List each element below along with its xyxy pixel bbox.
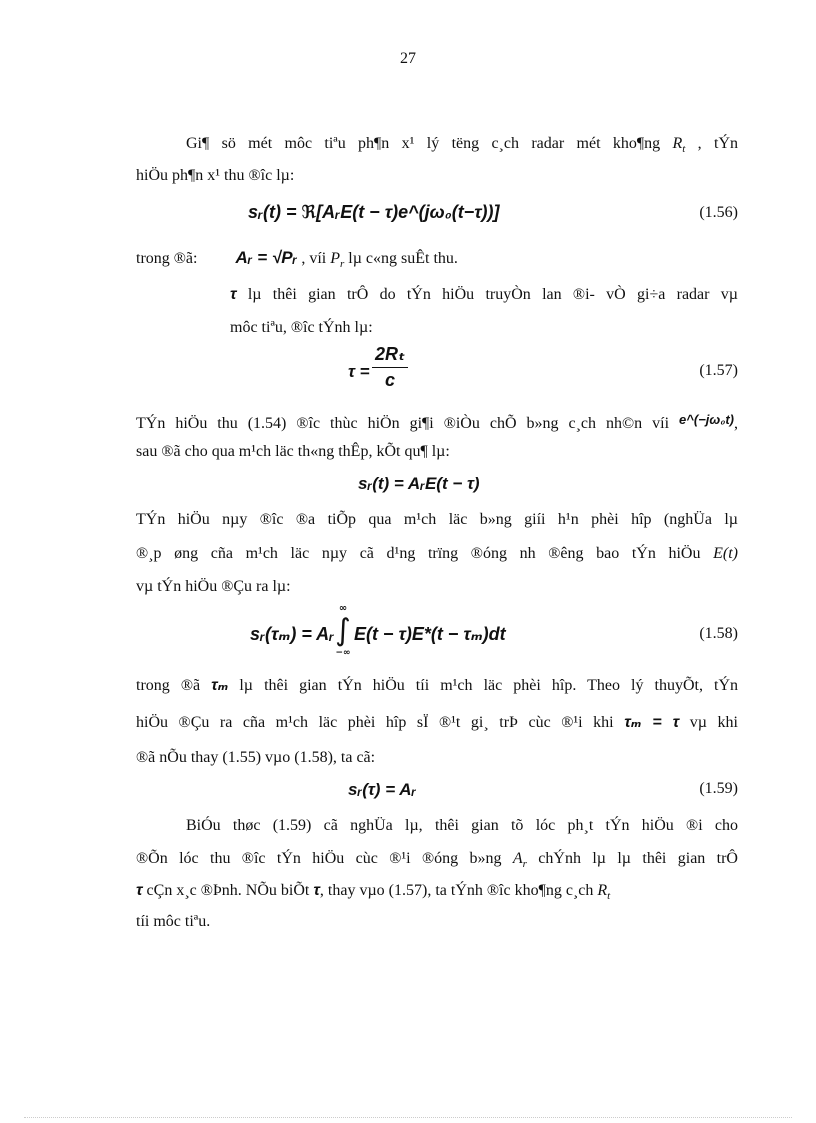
eq-1-59-number: (1.59): [699, 780, 738, 797]
para2-exponential: e^(−jω₀t): [679, 412, 734, 427]
equation-demod: [136, 470, 738, 500]
para5-var-A: A: [512, 850, 523, 867]
eq-1-57-lhs: τ =: [348, 362, 370, 381]
para5-text-b: chÝnh lµ lµ thêi gian trÔ: [526, 850, 738, 867]
para5-line1: BiÓu thøc (1.59) cã nghÜa lµ, thêi gian tõ lóc ph¸t tÝn hiÖu ®i cho: [186, 817, 738, 834]
para1-text-b: , tÝn: [685, 135, 738, 152]
eq-1-57-numerator: 2Rₜ: [375, 344, 405, 364]
para4-line2: [136, 713, 738, 733]
page-bottom-rule: [24, 1117, 792, 1118]
equation-1-56: [136, 196, 738, 236]
para2-line2: sau ®ã cho qua m¹ch läc th«ng thÊp, kÕt qu¶ lµ:: [136, 443, 450, 460]
tau-desc-line2: môc tiªu, ®îc tÝnh lµ:: [230, 319, 373, 336]
para2-line1: [136, 410, 738, 434]
para4-text-a: trong ®ã: [136, 677, 212, 694]
eq-1-58-rhs: E(t − τ)E*(t − τₘ)dt: [354, 624, 506, 644]
where-after-b: lµ c«ng suÊt thu.: [344, 250, 458, 267]
para3-line3: vµ tÝn hiÖu ®Çu ra lµ:: [136, 578, 291, 595]
eq-1-59-formula: sᵣ(τ) = Aᵣ: [348, 780, 417, 799]
eq-1-58-integral-group: [334, 604, 352, 658]
equation-1-58: [136, 604, 738, 664]
eq-1-58-lower-limit: −∞: [335, 648, 351, 658]
equation-1-57: [136, 344, 738, 398]
eq-1-57-fraction-bar: [372, 367, 408, 368]
para5-line3: [136, 881, 610, 906]
para3-line1: TÝn hiÖu nµy ®îc ®a tiÕp qua m¹ch läc b»ng giíi h¹n phèi hîp (nghÜa lµ: [136, 511, 738, 528]
para2-text-a: TÝn hiÖu thu (1.54) ®îc thùc hiÖn gi¶i ®iÒu chÕ b»ng c¸ch nh©n víi: [136, 415, 679, 432]
para1-line1: [186, 134, 738, 159]
tau-desc-line1: [230, 285, 738, 305]
para5-var-R-sub: t: [607, 890, 611, 903]
para5-line2: [136, 849, 738, 874]
tau-desc-text: lµ thêi gian trÔ do tÝn hiÖu truyÒn lan ®i- vÒ gi÷a radar vµ: [236, 286, 738, 303]
para4-text-c: hiÖu ®Çu ra cña m¹ch läc phèi hîp sÏ ®¹t gi¸ trÞ cùc ®¹i khi: [136, 714, 625, 731]
para4-text-b: lµ thêi gian tÝn hiÖu tíi m¹ch läc phèi hîp. Theo lý thuyÕt, tÝn: [228, 677, 739, 694]
para5-tau-a: τ: [136, 882, 143, 899]
eq-1-57-number: (1.57): [699, 362, 738, 379]
where-lead: trong ®ã:: [136, 250, 198, 267]
eq-1-57-fraction: [372, 344, 408, 391]
eq-1-56-formula: sᵣ(t) = ℜ[AᵣE(t − τ)e^(jω₀(t−τ))]: [248, 202, 500, 222]
eq-1-56-number: (1.56): [699, 204, 738, 221]
para3-var-Et: E(t): [713, 545, 738, 562]
eq-1-58-lhs: sᵣ(τₘ) = Aᵣ: [250, 624, 335, 644]
para1-var-R: R: [672, 135, 683, 152]
para3-text-a: ®¸p øng cña m¹ch läc nµy cã d¹ng trïng ®óng nh ®êng bao tÝn hiÖu: [136, 545, 714, 562]
page-number: 27: [400, 50, 416, 67]
where-formula-Ar: Aᵣ = √Pᵣ: [235, 248, 298, 267]
para5-tau-b: τ: [313, 882, 320, 899]
para4-tau-m: τₘ: [211, 677, 229, 694]
para5-text-c: cÇn x¸c ®Þnh. NÕu biÕt: [142, 882, 314, 899]
para5-line4: tíi môc tiªu.: [136, 913, 211, 930]
tau-symbol: τ: [230, 286, 237, 303]
eq-1-58-number: (1.58): [699, 625, 738, 642]
eq-1-58-upper-limit: ∞: [338, 603, 348, 614]
para2-text-b: ,: [734, 415, 738, 432]
where-var-P-sub: r: [339, 258, 345, 271]
para1-var-R-sub: t: [682, 143, 686, 156]
para1-text-a: Gi¶ sö mét môc tiªu ph¶n x¹ lý tëng c¸ch radar mét kho¶ng: [186, 135, 673, 152]
where-line1: [136, 248, 458, 274]
where-after-a: , víi: [297, 250, 331, 267]
para4-condition: τₘ = τ: [624, 714, 680, 731]
where-var-P: P: [330, 250, 340, 267]
eq-1-57-denominator: c: [384, 370, 395, 390]
para5-var-A-sub: r: [522, 858, 527, 871]
para4-line1: [136, 676, 738, 696]
eq-demod-formula: sᵣ(t) = AᵣE(t − τ): [358, 474, 480, 493]
para5-text-a: ®Õn lóc thu ®îc tÝn hiÖu cùc ®¹i ®óng b»ng: [136, 850, 513, 867]
para4-text-d: vµ khi: [679, 714, 739, 731]
equation-1-59: [136, 776, 738, 806]
para4-line3: ®ã nÕu thay (1.55) vµo (1.58), ta cã:: [136, 749, 376, 766]
para5-var-R: R: [597, 882, 608, 899]
para3-line2: [136, 544, 738, 564]
eq-1-58-integral-sign: ∫: [335, 613, 351, 648]
para1-line2: hiÖu ph¶n x¹ thu ®îc lµ:: [136, 167, 295, 184]
para5-text-d: , thay vµo (1.57), ta tÝnh ®îc kho¶ng c¸ch: [319, 882, 598, 899]
